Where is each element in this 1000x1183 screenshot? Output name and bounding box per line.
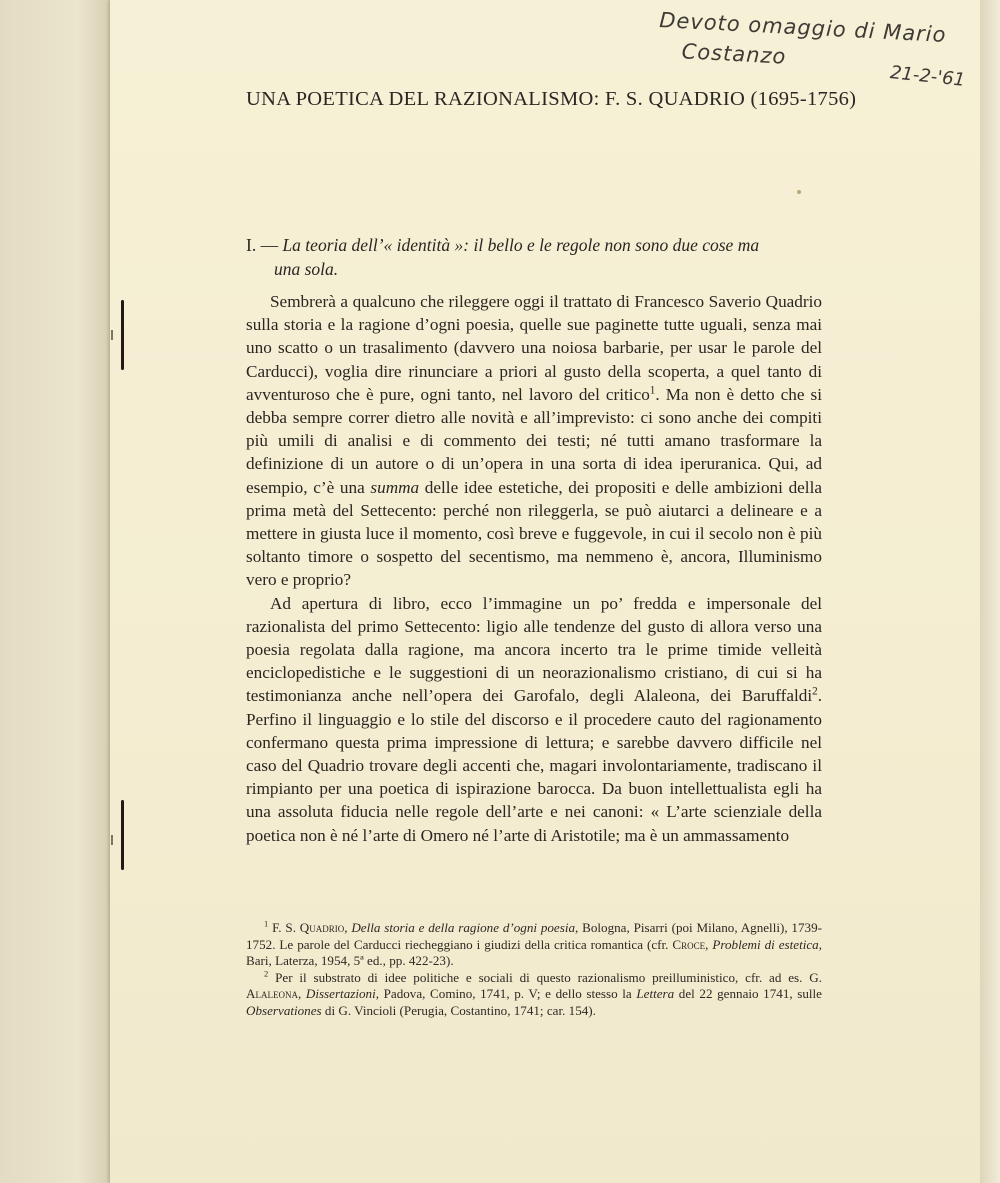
paper-spot <box>797 190 801 194</box>
footnote-2 <box>246 970 822 1020</box>
paragraph-2 <box>246 592 822 847</box>
footnote-2-text: Padova, Comino, 1741, p. V; e dello stesso la <box>378 986 637 1002</box>
footnote-1-text: Bologna, Pisarri (poi Milano, Agnelli), 1739-1752. Le parole del Carducci riecheggiano i giudizi della critica romantica (cfr. <box>246 920 822 952</box>
section-heading-line-1: La teoria dell’« identità »: il bello e le regole non sono due cose ma <box>282 235 760 255</box>
dedication-line-2: Costanzo <box>681 39 788 69</box>
paragraph-1 <box>246 290 822 592</box>
footnote-2-author: Alaleona, <box>246 986 302 1002</box>
footnote-1 <box>246 920 822 970</box>
staple-bottom <box>121 800 124 870</box>
footnote-1-text: Bari, Laterza, 1954, 5ª ed., pp. 422-23). <box>246 953 454 969</box>
footnote-2-text: di G. Vincioli (Perugia, Costantino, 1741; car. 154). <box>321 1002 596 1018</box>
footnote-1-author: F. S. Quadrio, <box>272 920 348 935</box>
section-heading-line-2: una sola. <box>274 259 339 279</box>
body-text <box>246 290 822 847</box>
paragraph-1-text: . Ma non è detto che si debba sempre correr dietro alle novità e all’imprevisto: ci sono anche dei compiti più umili di analisi e di commento dei testi; né tutti amano trasformare la definizione di un autore o di un’opera in una sorta di idea iperuranica. Qui, ad esempio, c’è una <box>246 384 822 497</box>
scan-background-right <box>980 0 1000 1183</box>
footnote-1-number: 1 <box>264 918 269 929</box>
article-title: UNA POETICA DEL RAZIONALISMO: F. S. QUADRIO (1695-1756) <box>246 88 857 110</box>
footnote-2-work: Dissertazioni, <box>305 986 379 1002</box>
footnote-2-text: Per il substrato di idee politiche e sociali di questo razionalismo preilluministico, cfr. ad es. G. <box>275 969 822 985</box>
staple-top <box>121 300 124 370</box>
footnotes <box>246 920 822 1020</box>
footnote-2-text: del 22 gennaio 1741, sulle <box>674 986 822 1002</box>
section-heading <box>246 233 822 281</box>
paragraph-2-text: . Perfino il linguaggio e lo stile del discorso e il procedere cauto del ragionamento confermano questa prima impressione di lettura; e sarebbe davvero difficile nel caso del Quadrio trovare degli accenti che, magari involontariamente, tradiscano il rimpianto per una poetica di ispirazione barocca. Da buon intellettualista egli ha una assoluta fiducia nelle regole dell’arte e nei canoni: « L’arte scienziale della poetica non è né l’arte di Omero né l’arte di Aristotile; ma è un ammassamento <box>246 686 822 845</box>
footnote-2-work-2: Lettera <box>636 986 675 1002</box>
scan-background-left <box>0 0 112 1183</box>
footnote-1-work-2: Problemi di estetica, <box>712 936 822 952</box>
paragraph-2-text: Ad apertura di libro, ecco l’immagine un po’ fredda e impersonale del razionalista del primo Settecento: ligio alle tendenze del gusto di allora verso una poesia regolata dalla ragione, ma ancora incerto tra le prime timide velleità enciclopedistiche e le suggestioni di un neorazionalismo cristiano, di cui si ha testimonianza anche nell’opera dei Garofalo, degli Alaleona, dei Baruffaldi <box>246 593 822 706</box>
footnote-2-number: 2 <box>264 968 269 979</box>
binding-mark <box>111 835 113 845</box>
footnote-ref-1: 1 <box>649 384 656 397</box>
footnote-ref-2: 2 <box>812 685 818 698</box>
footnote-1-work: Della storia e della ragione d’ogni poesia, <box>351 920 579 935</box>
paragraph-1-text: Sembrerà a qualcuno che rileggere oggi il trattato di Francesco Saverio Quadrio sulla storia e la ragione d’ogni poesia, quelle sue paginette tutte uguali, senza mai uno scatto o un trasalimento (davvero una noiosa barbarie, per usar le parole del Carducci), voglia dire rinunciare a priori al gusto della scoperta, a quel tanto di avventuroso che è pure, ogni tanto, nel lavoro del critico <box>246 292 822 404</box>
binding-mark <box>111 330 113 340</box>
paragraph-1-italic: summa <box>370 477 420 497</box>
handwritten-date: 21-2-'61 <box>889 62 967 91</box>
footnote-2-work-3: Observationes <box>246 1002 322 1018</box>
dedication-line-1: Devoto omaggio di Mario <box>658 8 948 48</box>
paragraph-1-text: delle idee estetiche, dei propositi e delle ambizioni della prima metà del Settecento: perché non rileggerla, se può aiutarci a delineare e a mettere in giusta luce il momento, così breve e fuggevole, in cui il secolo non è più soltanto timore o sospetto del secentismo, ma nemmeno è, ancora, Illuminismo vero e proprio? <box>246 477 822 590</box>
footnote-1-author-2: Croce, <box>672 936 709 952</box>
section-number: I. — <box>246 235 283 255</box>
